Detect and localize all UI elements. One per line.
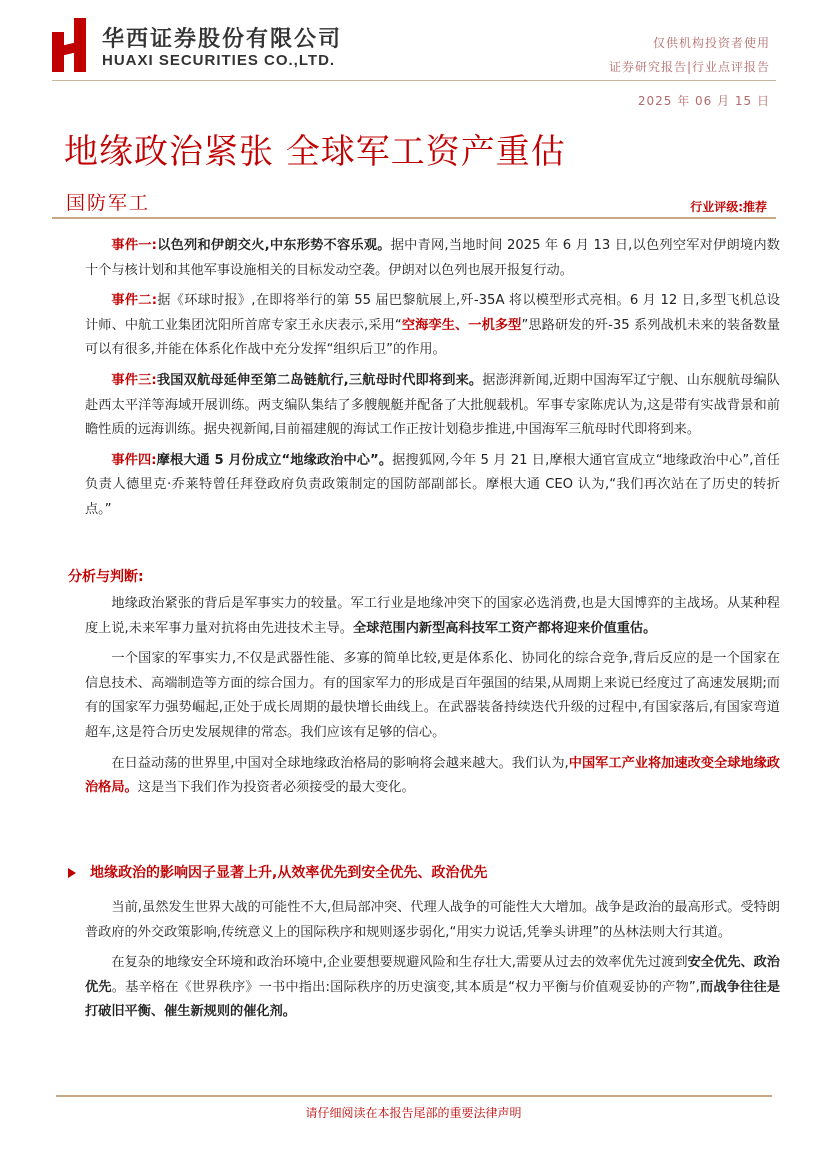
- event-label: 事件三:: [111, 372, 157, 388]
- company-name-en: HUAXI SECURITIES CO.,LTD.: [102, 52, 336, 69]
- paragraph-text: 在日益动荡的世界里,中国对全球地缘政治格局的影响将会越来越大。我们认为,: [111, 755, 569, 771]
- event-text: 据澎湃新闻,近期中国海军辽宁舰、山东舰航母编队赴西太平洋等海域开展训练。两支编队集结了多艘舰艇并配备了大批舰载机。军事专家陈虎认为,这是带有实战背景和前瞻性质的远海训练。据央视新闻,目前福建舰的海试工作正按计划稳步推进,中国海军三航母时代即将到来。: [85, 372, 780, 438]
- section2-body: [85, 896, 780, 1031]
- event-text: 据《环球时报》,在即将举行的第 55 届巴黎航展上,歼-35A 将以模型形式亮相。6 月 12 日,多型飞机总设计师、中航工业集团沈阳所首席专家王永庆表示,采用“: [85, 293, 780, 333]
- huaxi-logo: [52, 18, 92, 72]
- triangle-bullet-icon: [68, 868, 76, 878]
- analysis-paragraph-1: [85, 592, 780, 641]
- investor-tag: 仅供机构投资者使用: [652, 36, 770, 50]
- event-headline: 以色列和伊朗交火,中东形势不容乐观。: [156, 238, 391, 253]
- paragraph-emphasis: 全球范围内新型高科技军工资产都将迎来价值重估。: [352, 620, 657, 636]
- event-label: 事件四:: [111, 452, 157, 468]
- report-title: 地缘政治紧张 全球军工资产重估: [64, 132, 566, 172]
- analysis-heading: 分析与判断:: [68, 569, 144, 585]
- event-3: [85, 369, 780, 443]
- event-2: [85, 289, 780, 363]
- report-date: 2025 年 06 月 15 日: [637, 94, 770, 108]
- event-1: [85, 234, 780, 283]
- event-text: ”思路研发的歼-35 系列战机未来的装备数量可以有很多,并能在体系化作战中充分发挥“组织后卫”的作用。: [85, 317, 781, 358]
- event-4: [85, 449, 780, 523]
- header-divider: [52, 80, 776, 81]
- paragraph-text: 。基辛格在《世界秩序》一书中指出:国际秩序的历史演变,其本质是“权力平衡与价值观妥协的产物”,: [111, 979, 700, 995]
- sector-divider: [52, 217, 776, 219]
- company-name-cn: 华西证券股份有限公司: [102, 26, 343, 52]
- section-heading-text: 地缘政治的影响因子显著上升,从效率优先到安全优先、政治优先: [90, 865, 488, 881]
- event-label: 事件二:: [111, 293, 157, 309]
- paragraph-emphasis: 而战争往往是打破旧平衡、催生新规则的催化剂。: [85, 979, 781, 1020]
- event-headline: 摩根大通 5 月份成立“地缘政治中心”。: [156, 452, 393, 468]
- paragraph-text: 在复杂的地缘安全环境和政治环境中,企业要想要规避风险和生存壮大,需要从过去的效率优先过渡到: [111, 955, 688, 971]
- section2-paragraph-1: 当前,虽然发生世界大战的可能性不大,但局部冲突、代理人战争的可能性大大增加。战争是政治的最高形式。受特朗普政府的外交政策影响,传统意义上的国际秩序和规则逐步弱化,“用实力说话,凭拳头讲理”的丛林法则大行其道。: [85, 900, 780, 940]
- footer-divider: [56, 1095, 772, 1097]
- events-section: [85, 234, 780, 529]
- paragraph-text: 这是当下我们作为投资者必须接受的最大变化。: [137, 780, 415, 796]
- sector-name: 国防军工: [66, 192, 151, 214]
- paragraph-text: 地缘政治紧张的背后是军事实力的较量。军工行业是地缘冲突下的国家必选消费,也是大国博弈的主战场。从某种程度上说,未来军事力量对抗将由先进技术主导。: [85, 596, 780, 636]
- event-label: 事件一:: [111, 238, 157, 253]
- event-text: 据搜狐网,今年 5 月 21 日,摩根大通官宣成立“地缘政治中心”,首任负责人德里克·乔莱特曾任拜登政府负责政策制定的国防部副部长。摩根大通 CEO 认为,“我们再次站在了历史的转折点。”: [85, 452, 780, 517]
- analysis-paragraph-3: [85, 752, 780, 801]
- paragraph-emphasis: 安全优先、政治优先: [85, 955, 780, 995]
- analysis-section: [85, 592, 780, 807]
- event-text: 据中青网,当地时间 2025 年 6 月 13 日,以色列空军对伊朗境内数十个与核计划和其他军事设施相关的目标发动空袭。伊朗对以色列也展开报复行动。: [85, 238, 780, 278]
- legal-notice: 请仔细阅读在本报告尾部的重要法律声明: [305, 1106, 522, 1120]
- section2-paragraph-2: [85, 951, 780, 1025]
- event-highlight: 空海孪生、一机多型: [401, 317, 522, 333]
- event-headline: 我国双航母延伸至第二岛链航行,三航母时代即将到来。: [156, 372, 483, 388]
- section-heading: [68, 862, 487, 882]
- industry-rating: 行业评级:推荐: [690, 200, 767, 214]
- paragraph-emphasis: 中国军工产业将加速改变全球地缘政治格局。: [85, 755, 780, 796]
- analysis-paragraph-2: 一个国家的军事实力,不仅是武器性能、多寡的简单比较,更是体系化、协同化的综合竞争,背后反应的是一个国家在信息技术、高端制造等方面的综合国力。有的国家军力的形成是百年强国的结果,从周期上来说已经度过了高速发展期;而有的国家军力强势崛起,正处于成长周期的最快增长曲线上。在武器装备持续迭代升级的过程中,有国家落后,有国家弯道超车,这是符合历史发展规律的常态。我们应该有足够的信心。: [85, 651, 780, 740]
- report-type-tag: 证券研究报告|行业点评报告: [608, 60, 770, 74]
